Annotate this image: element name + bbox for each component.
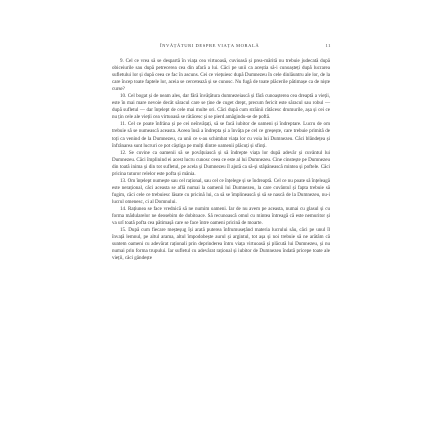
paragraph-15: 15. După cum fiecare meșteșug își arată puterea înfrumusețând materia lucrului său, căci pe unul îl învață lemnul, pe altul arama, altul împodobește aurul și argintul, tot așa și noi trebuie să ne arătăm că suntem oameni cu adevărat raționali prin deprinderea întru viața virtuoasă și plăcută lui Dumnezeu, și nu numai prin forma trupului. Iar sufletul cu adevărat rațional și iubitor de Dumnezeu îndată pricepe toate ale vieții, căci gândește bbox=[112, 227, 330, 262]
running-title: ÎNVĂȚĂTURI DESPRE VIAȚA MORALĂ bbox=[160, 43, 260, 48]
paragraph-13: 13. Om înțelept numește sau cel rațional, sau cel ce înțelege și se îndreaptă. Cel ce nu poate să înțeleagă este nerațional, căci aceasta se află numai la oamenii lui Dumnezeu, la care cuvântul și fapta trebuie să fugim, căci cele ce trebuiesc lăsate cu pricină lui, ca să se împlinească și să se nască de la Dumnezeu, nu-i lucrul omenesc, ci al Domnului. bbox=[112, 177, 330, 205]
paragraph-10: 10. Cel bogat și de neam ales, dar fără învățătura dumnezeiască și fără cunoașterea cea dreaptă a vieții, este în mai mare nevoie decât săracul care se ține de cuget drept, precum fericit este săracul sau robul — după sufletul — dar înțelept de cele mai multe ori. Căci după cum străinii rătăcesc drumurile, așa și cei ce nu țin cele ale vieții cea virtuoasă se rătăcesc și se pierd amăgindu-se de poftă. bbox=[112, 93, 330, 121]
paragraph-12: 12. Se cuvine ca oamenii să se povățuiască și să îndrepte viața lor după adevăr și cuvântul lui Dumnezeu. Căci împlinind ei acest lucru cunosc ceea ce este al lui Dumnezeu. Cine cinstește pe Dumnezeu din toată inima și din tot sufletul, pe acela și Dumnezeu îl ajută ca să-și stăpânească mintea și poftele. Căci pricina tuturor relelor este pofta și mânia. bbox=[112, 149, 330, 177]
paragraph-11: 11. Cel ce poate înfrâna și pe cei neînvățați, să se facă iubitor de oameni și îndreptare. Lucru de om trebuie să se numească aceasta. Aceea însă a îndrepta și a învăța pe cel ce greșește, care trebuie primită de toți ca venind de la Dumnezeu, ca unii ce s-au schimbat viața lor cu voia lui Dumnezeu. Căci blândețea și înfrânarea sunt lucruri ce pot câștiga pe mulți dintre oamenii plăcuți și sfinți. bbox=[112, 121, 330, 149]
page-header bbox=[120, 43, 331, 53]
paragraph-14: 14. Rațiunea se face vrednică să ne numim oameni. Iar de nu avem pe aceasta, numai cu glasul și cu forma mădularelor ne deosebim de dobitoace. Să recunoască omul cu mintea întreagă că este nemuritor și va urî toată pofta cea pătimașă care se face între oameni pricină de moarte. bbox=[112, 205, 330, 227]
body-text bbox=[112, 58, 330, 262]
paragraph-9: 9. Cel ce vrea să se despartă în viața cea virtuoasă, cuvioasă și prea-mărită nu trebuie judecată după obiceiurile sau după petrecerea cea din afară a lui. Căci pe unii ca aceștia să-i cunoașteți după lucrarea sufletului lor și după ceea ce fac în ascuns. Cei ce viețuiesc după Dumnezeu în cele dinlăuntru ale lor, de la care încep toate faptele lor, aceia se cercetează și se cunosc. Nu fugă de toate plăcerile pătimașe ca de niște curse? bbox=[112, 58, 330, 93]
page-number: 11 bbox=[325, 43, 331, 48]
